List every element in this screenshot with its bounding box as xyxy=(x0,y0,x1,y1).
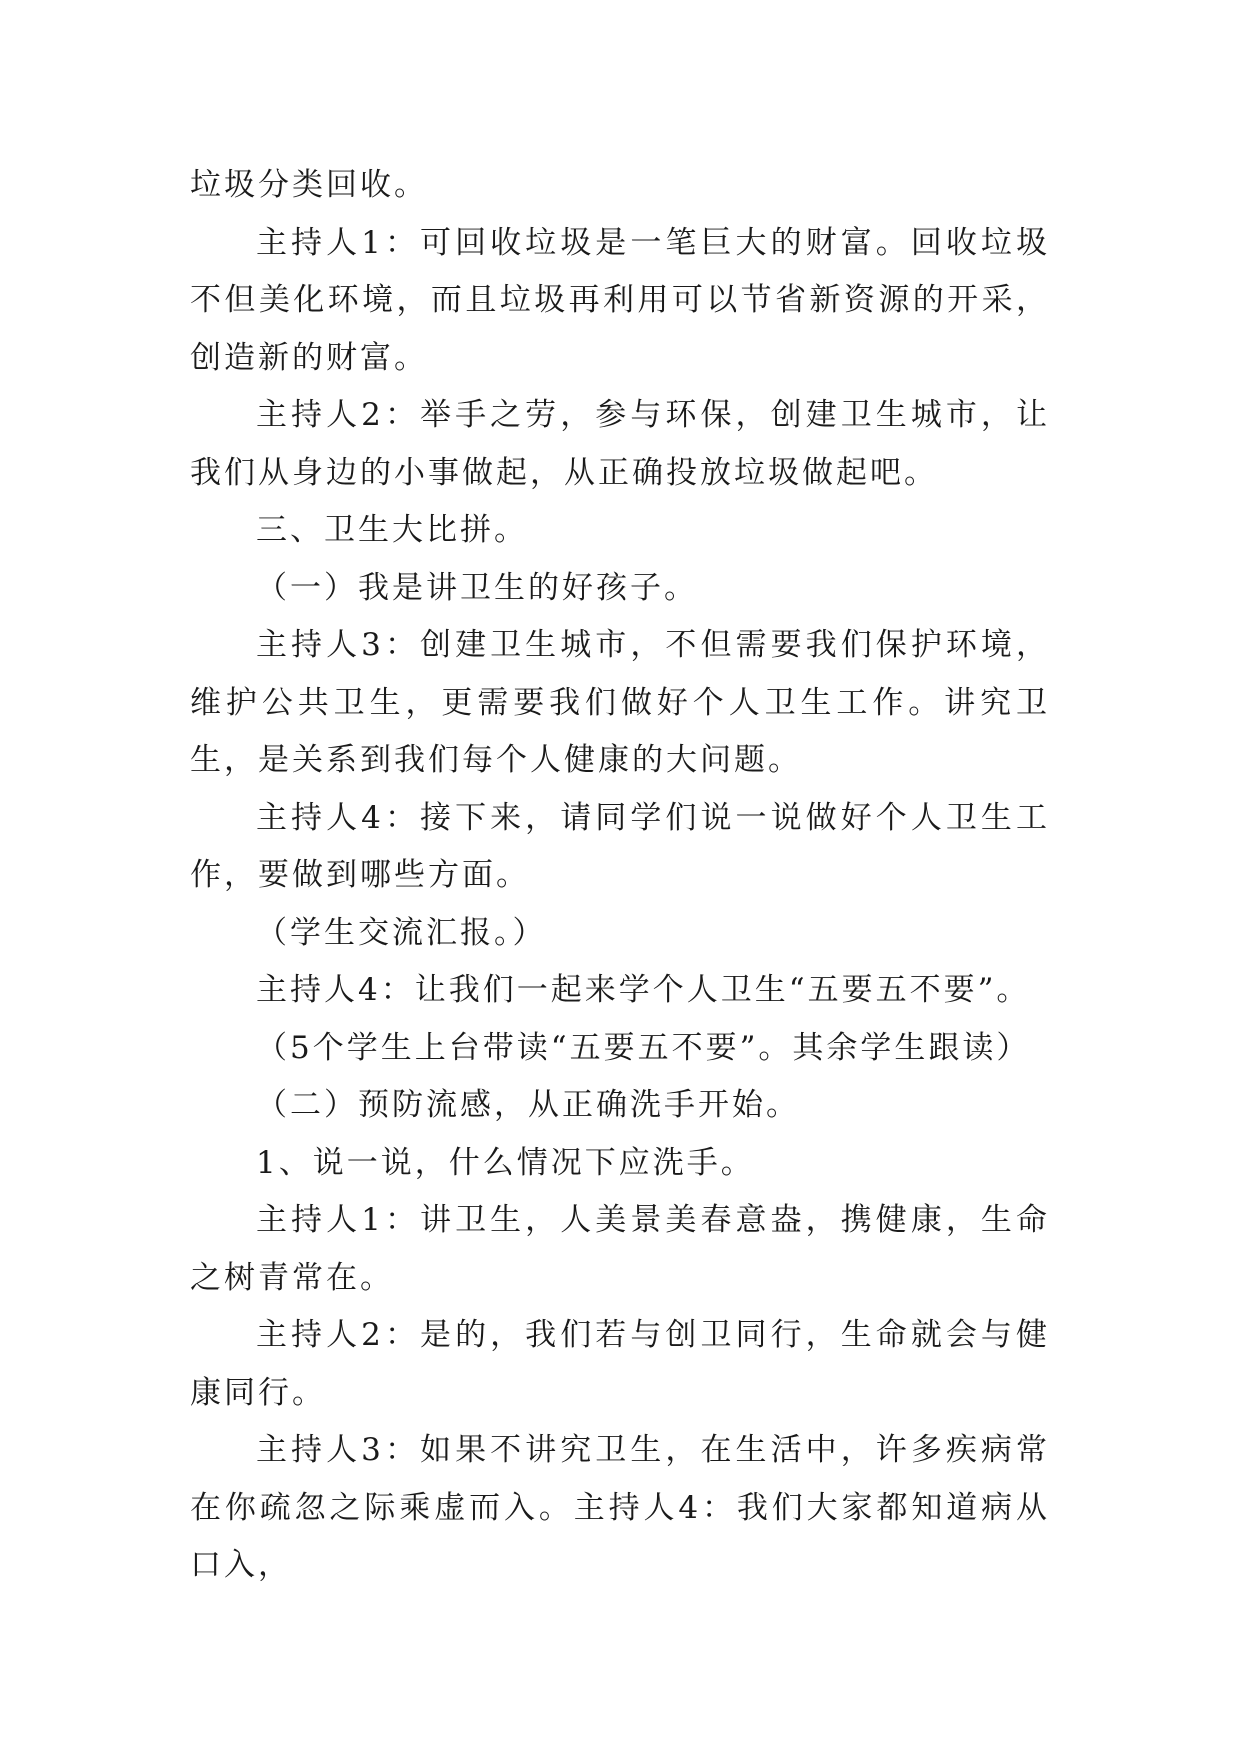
paragraph: 垃圾分类回收。 xyxy=(190,167,428,203)
paragraph: 主持人3：创建卫生城市，不但需要我们保护环境，维护公共卫生，更需要我们做好个人卫生工作。讲究卫生，是关系到我们每个人健康的大问题。 xyxy=(190,627,1050,778)
list-item: 1、说一说，什么情况下应洗手。 xyxy=(256,1144,755,1181)
paragraph: 主持人1：可回收垃圾是一笔巨大的财富。回收垃圾不但美化环境，而且垃圾再利用可以节省新资源的开采，创造新的财富。 xyxy=(190,224,1050,376)
paragraph: 主持人2：举手之劳，参与环保，创建卫生城市，让我们从身边的小事做起，从正确投放垃圾做起吧。 xyxy=(190,397,1050,491)
paragraph: 主持人3：如果不讲究卫生，在生活中，许多疾病常在你疏忽之际乘虚而入。主持人4：我们大家都知道病从口入， xyxy=(190,1432,1050,1583)
paragraph: （5个学生上台带读“五要五不要”。其余学生跟读） xyxy=(256,1029,1031,1066)
subsection-heading: （一）我是讲卫生的好孩子。 xyxy=(256,569,698,606)
section-heading: 三、卫生大比拼。 xyxy=(256,512,528,548)
paragraph: 主持人4：让我们一起来学个人卫生“五要五不要”。 xyxy=(256,972,1031,1008)
subsection-heading: （二）预防流感，从正确洗手开始。 xyxy=(256,1087,800,1123)
document-body xyxy=(190,157,1050,1595)
paragraph: 主持人2：是的，我们若与创卫同行，生命就会与健康同行。 xyxy=(190,1317,1050,1411)
paragraph: 主持人4：接下来，请同学们说一说做好个人卫生工作，要做到哪些方面。 xyxy=(190,799,1050,893)
paragraph: 主持人1：讲卫生，人美景美春意盎，携健康，生命之树青常在。 xyxy=(190,1202,1050,1296)
paragraph: （学生交流汇报。） xyxy=(256,914,547,951)
